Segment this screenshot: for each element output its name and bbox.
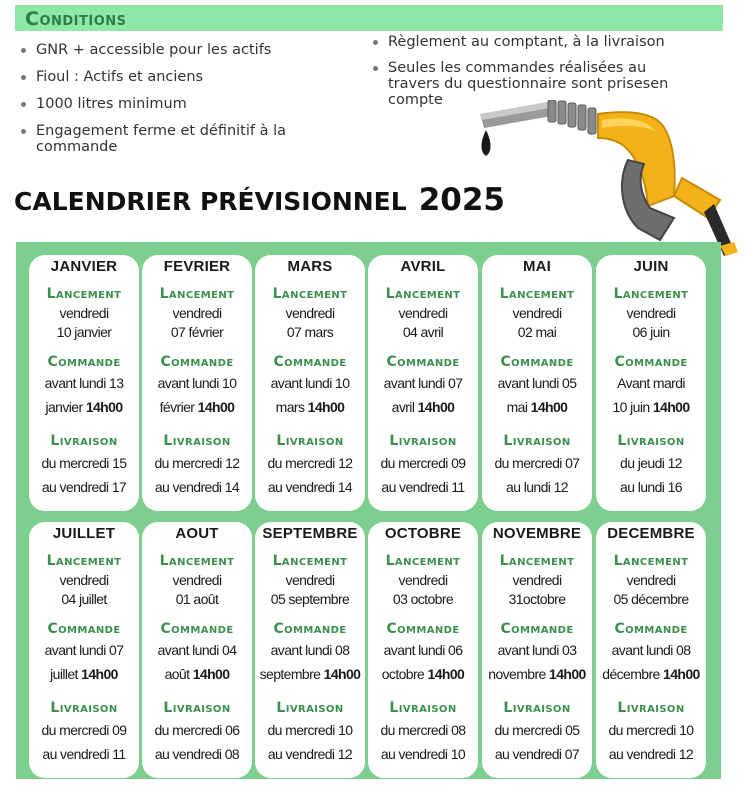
lancement-heading: Lancement (159, 553, 235, 569)
date-text: du mercredi 09 (41, 722, 127, 738)
deadline-date: février (159, 399, 195, 415)
date-text: avant lundi 03 (497, 642, 577, 658)
deadline-date: mai (506, 399, 528, 415)
date-text: vendredi (172, 305, 222, 321)
date-text: avant lundi 07 (383, 375, 463, 391)
date-text: 06 juin (632, 324, 670, 340)
condition-item: Règlement au comptant, à la livraison (372, 34, 692, 50)
date-text: Avant mardi (617, 375, 685, 391)
month-card-2 (255, 255, 365, 511)
month-card-1 (142, 255, 252, 511)
month-name: AVRIL (400, 258, 446, 275)
date-text: vendredi (512, 305, 562, 321)
date-text: au vendredi 11 (381, 479, 465, 495)
month-name: MAI (522, 258, 552, 275)
date-text: vendredi (512, 572, 562, 588)
commande-heading: Commande (273, 621, 347, 637)
commande-heading: Commande (386, 621, 460, 637)
commande-heading: Commande (160, 354, 234, 370)
deadline-text (368, 666, 478, 682)
month-card-11 (596, 522, 706, 778)
date-text: vendredi (172, 572, 222, 588)
livraison-heading: Livraison (50, 700, 118, 716)
deadline-text (29, 666, 139, 682)
date-text: avant lundi 07 (44, 642, 124, 658)
month-name: FEVRIER (163, 258, 231, 275)
date-text: du jeudi 12 (620, 455, 682, 471)
month-card-5 (596, 255, 706, 511)
livraison-heading: Livraison (389, 700, 457, 716)
deadline-text (482, 666, 592, 682)
date-text: du mercredi 05 (494, 722, 580, 738)
deadline-time: 14h00 (417, 399, 455, 415)
commande-heading: Commande (386, 354, 460, 370)
livraison-heading: Livraison (503, 700, 571, 716)
commande-heading: Commande (47, 354, 121, 370)
date-text: vendredi (59, 305, 109, 321)
date-text: au vendredi 10 (380, 746, 466, 762)
conditions-title: Conditions (25, 8, 127, 30)
date-text: au vendredi 12 (608, 746, 694, 762)
deadline-date: janvier (45, 399, 83, 415)
date-text: au vendredi 14 (267, 479, 353, 495)
month-name: JANVIER (50, 258, 118, 275)
deadline-date: mars (275, 399, 305, 415)
condition-item: GNR + accessible pour les actifs (20, 42, 320, 58)
deadline-time: 14h00 (85, 399, 123, 415)
lancement-heading: Lancement (385, 553, 461, 569)
month-name: JUILLET (52, 525, 116, 542)
date-text: 31octobre (508, 591, 566, 607)
month-name: OCTOBRE (384, 525, 462, 542)
date-text: 01 août (175, 591, 219, 607)
date-text: 07 mars (286, 324, 334, 340)
date-text: 05 septembre (270, 591, 350, 607)
deadline-text (142, 666, 252, 682)
date-text: au vendredi 14 (154, 479, 240, 495)
deadline-date: novembre (488, 666, 546, 682)
livraison-heading: Livraison (163, 700, 231, 716)
date-text: avant lundi 06 (383, 642, 463, 658)
deadline-text (596, 666, 706, 682)
commande-heading: Commande (614, 354, 688, 370)
deadline-date: octobre (381, 666, 425, 682)
commande-heading: Commande (273, 354, 347, 370)
date-text: vendredi (626, 305, 676, 321)
date-text: avant lundi 08 (270, 642, 350, 658)
date-text: au vendredi 12 (267, 746, 353, 762)
date-text: avant lundi 04 (157, 642, 237, 658)
calendar-title (14, 182, 505, 218)
deadline-date: juillet (50, 666, 78, 682)
date-text: avant lundi 08 (611, 642, 691, 658)
deadline-text (368, 399, 478, 415)
month-name: MARS (287, 258, 333, 275)
deadline-text (255, 399, 365, 415)
date-text: au lundi 16 (620, 479, 682, 495)
calendar-year: 2025 (418, 182, 505, 218)
deadline-date: septembre (259, 666, 321, 682)
date-text: 05 décembre (613, 591, 689, 607)
deadline-time: 14h00 (530, 399, 568, 415)
date-text: 03 octobre (392, 591, 454, 607)
lancement-heading: Lancement (613, 553, 689, 569)
date-text: 10 janvier (56, 324, 112, 340)
livraison-heading: Livraison (50, 433, 118, 449)
date-text: avant lundi 10 (270, 375, 350, 391)
livraison-heading: Livraison (503, 433, 571, 449)
month-card-9 (368, 522, 478, 778)
deadline-text (482, 399, 592, 415)
lancement-heading: Lancement (46, 553, 122, 569)
date-text: 04 juillet (61, 591, 107, 607)
livraison-heading: Livraison (617, 700, 685, 716)
date-text: 02 mai (517, 324, 557, 340)
month-name: JUIN (633, 258, 669, 275)
date-text: vendredi (626, 572, 676, 588)
date-text: 07 février (170, 324, 224, 340)
fuel-nozzle-icon (478, 100, 740, 258)
calendar-title-text: CALENDRIER PRÉVISIONNEL (14, 187, 407, 216)
deadline-time: 14h00 (307, 399, 345, 415)
date-text: du mercredi 06 (154, 722, 240, 738)
commande-heading: Commande (500, 621, 574, 637)
deadline-text (255, 666, 365, 682)
month-card-0 (29, 255, 139, 511)
deadline-time: 14h00 (81, 666, 118, 682)
condition-item: Engagement ferme et définitif à la commande (20, 123, 320, 155)
lancement-heading: Lancement (499, 286, 575, 302)
conditions-header-bar (15, 5, 723, 31)
deadline-date: août (164, 666, 190, 682)
livraison-heading: Livraison (617, 433, 685, 449)
lancement-heading: Lancement (159, 286, 235, 302)
date-text: avant lundi 10 (157, 375, 237, 391)
month-name: AOUT (175, 525, 219, 542)
commande-heading: Commande (614, 621, 688, 637)
deadline-text (29, 399, 139, 415)
date-text: vendredi (285, 305, 335, 321)
date-text: du mercredi 12 (154, 455, 240, 471)
date-text: au vendredi 17 (41, 479, 127, 495)
commande-heading: Commande (47, 621, 121, 637)
condition-item: Seules les commandes réalisées au travers du questionnaire sont prisesen compte (372, 60, 692, 108)
deadline-date: décembre (602, 666, 660, 682)
date-text: au vendredi 11 (42, 746, 126, 762)
livraison-heading: Livraison (389, 433, 457, 449)
deadline-time: 14h00 (549, 666, 586, 682)
deadline-time: 14h00 (197, 399, 235, 415)
date-text: vendredi (398, 572, 448, 588)
date-text: avant lundi 05 (497, 375, 577, 391)
deadline-text (596, 399, 706, 415)
month-name: DECEMBRE (607, 525, 695, 542)
date-text: du mercredi 10 (267, 722, 353, 738)
deadline-date: 10 juin (612, 399, 650, 415)
livraison-heading: Livraison (163, 433, 231, 449)
commande-heading: Commande (500, 354, 574, 370)
date-text: du mercredi 12 (267, 455, 353, 471)
date-text: vendredi (285, 572, 335, 588)
lancement-heading: Lancement (385, 286, 461, 302)
condition-item: 1000 litres minimum (20, 96, 320, 112)
livraison-heading: Livraison (276, 433, 344, 449)
date-text: 04 avril (402, 324, 444, 340)
deadline-time: 14h00 (427, 666, 465, 682)
month-card-6 (29, 522, 139, 778)
lancement-heading: Lancement (272, 286, 348, 302)
date-text: du mercredi 09 (380, 455, 466, 471)
month-name: SEPTEMBRE (262, 525, 358, 542)
conditions-list-left (20, 42, 320, 166)
month-card-8 (255, 522, 365, 778)
month-card-4 (482, 255, 592, 511)
date-text: vendredi (398, 305, 448, 321)
deadline-time: 14h00 (652, 399, 690, 415)
livraison-heading: Livraison (276, 700, 344, 716)
month-card-7 (142, 522, 252, 778)
date-text: du mercredi 07 (494, 455, 580, 471)
lancement-heading: Lancement (46, 286, 122, 302)
month-name: NOVEMBRE (492, 525, 582, 542)
date-text: du mercredi 15 (41, 455, 127, 471)
lancement-heading: Lancement (613, 286, 689, 302)
date-text: du mercredi 08 (380, 722, 466, 738)
condition-item: Fioul : Actifs et anciens (20, 69, 320, 85)
date-text: vendredi (59, 572, 109, 588)
deadline-time: 14h00 (192, 666, 230, 682)
date-text: au vendredi 08 (154, 746, 240, 762)
month-card-3 (368, 255, 478, 511)
lancement-heading: Lancement (272, 553, 348, 569)
date-text: au vendredi 07 (494, 746, 580, 762)
date-text: au lundi 12 (506, 479, 568, 495)
deadline-date: avril (391, 399, 415, 415)
date-text: du mercredi 10 (608, 722, 694, 738)
deadline-time: 14h00 (323, 666, 361, 682)
deadline-time: 14h00 (663, 666, 700, 682)
commande-heading: Commande (160, 621, 234, 637)
deadline-text (142, 399, 252, 415)
month-card-10 (482, 522, 592, 778)
lancement-heading: Lancement (499, 553, 575, 569)
date-text: avant lundi 13 (44, 375, 124, 391)
